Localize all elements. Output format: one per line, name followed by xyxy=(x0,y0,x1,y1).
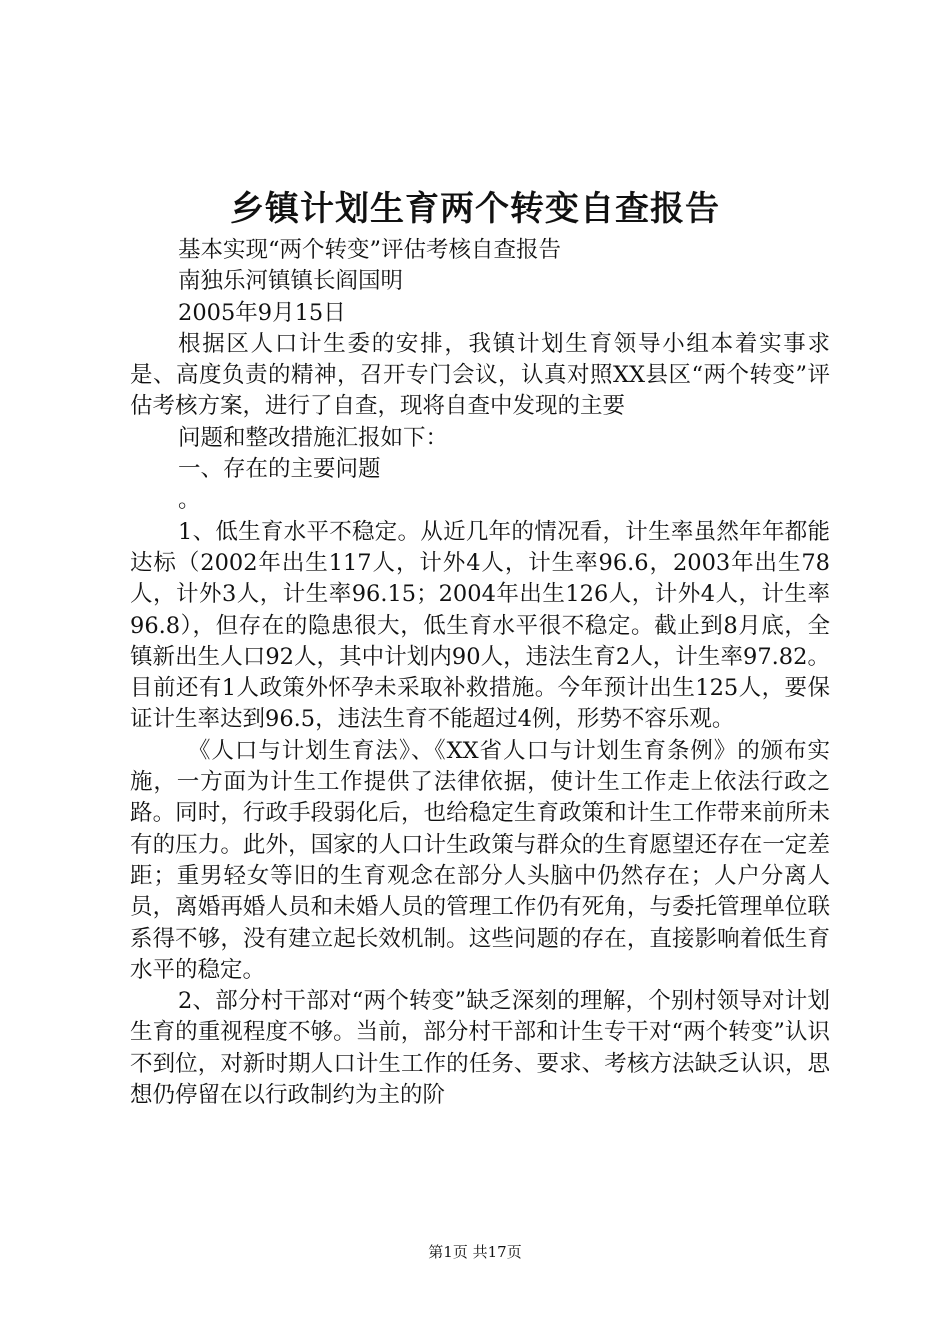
date-line: 2005年9月15日 xyxy=(178,299,346,326)
paragraph: 。 xyxy=(178,487,201,514)
paragraph: 问题和整改措施汇报如下： xyxy=(178,424,449,451)
page-footer: 第1页 共17页 xyxy=(428,1243,522,1261)
subtitle-line: 基本实现“两个转变”评估考核自查报告 xyxy=(178,237,562,263)
paragraph: 1、低生育水平不稳定。从近几年的情况看，计生率虽然年年都能达标（2002年出生117人，计外4人，计生率96.6，2003年出生78人，计外3人，计生率96.15；2004年出生126人，计外4人，计生率96.8），但存在的隐患很大，低生育水平很不稳定。截止到8月底，全镇新出生人口92人，其中计划内90人，违法生育2人，计生率97.82。目前还有1人政策外怀孕未采取补救措施。今年预计出生125人，要保证计生率达到96.5，违法生育不能超过4例，形势不容乐观。 xyxy=(130,518,830,733)
paragraph: 《人口与计划生育法》、《XX省人口与计划生育条例》的颁布实施，一方面为计生工作提供了法律依据，使计生工作走上依法行政之路。同时，行政手段弱化后，也给稳定生育政策和计生工作带来前所未有的压力。此外，国家的人口计生政策与群众的生育愿望还存在一定差距；重男轻女等旧的生育观念在部分人头脑中仍然存在；人户分离人员，离婚再婚人员和未婚人员的管理工作仍有死角，与委托管理单位联系得不够，没有建立起长效机制。这些问题的存在，直接影响着低生育水平的稳定。 xyxy=(130,737,830,983)
section-heading: 一、存在的主要问题 xyxy=(178,456,381,483)
document-title: 乡镇计划生育两个转变自查报告 xyxy=(230,189,720,229)
paragraph: 2、部分村干部对“两个转变”缺乏深刻的理解，个别村领导对计划生育的重视程度不够。当前，部分村干部和计生专干对“两个转变”认识不到位，对新时期人口计生工作的任务、要求、考核方法缺乏认识，思想仍停留在以行政制约为主的阶 xyxy=(130,988,830,1109)
author-line: 南独乐河镇镇长阎国明 xyxy=(178,268,404,295)
document-body xyxy=(130,235,830,1111)
paragraph: 根据区人口计生委的安排，我镇计划生育领导小组本着实事求是、高度负责的精神，召开专门会议，认真对照XX县区“两个转变”评估考核方案，进行了自查，现将自查中发现的主要 xyxy=(130,330,830,420)
